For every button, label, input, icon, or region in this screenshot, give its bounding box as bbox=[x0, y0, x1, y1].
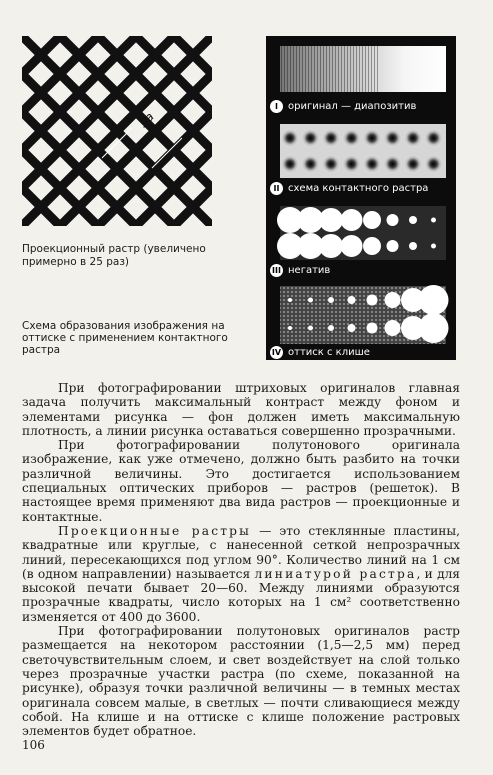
stage-4-label: IV оттиск с клише bbox=[271, 346, 370, 358]
stage-3-negative bbox=[266, 202, 456, 262]
paragraph-1: При фотографировании штриховых оригиналов главная задача получить максимальный контраст между фоном и элементами рисунка — фон должен иметь максимальную плотность, а линии рисунка оставаться совершенно прозрачными. bbox=[22, 381, 460, 438]
stage-2-contact-screen bbox=[266, 120, 456, 180]
page-number: 106 bbox=[22, 738, 45, 752]
paragraph-3: Проекционные растры — это стеклянные пластины, квадратные или круглые, с нанесенной сеткой непрозрачных линий, пересекающихся под углом 90°. Количество линий на 1 см (в одном направлении) называется линиатурой растра, и для высокой печати бывает 20—60. Между линиями образуются прозрачные квадраты, число которых на 1 см² соответственно изменяется от 400 до 3600. bbox=[22, 523, 460, 624]
term-projection-screens: Проекционные растры bbox=[58, 523, 252, 538]
stage-2-label: II схема контактного растра bbox=[270, 180, 428, 196]
projection-screen-figure bbox=[22, 36, 212, 226]
paragraph-2: При фотографировании полутонового оригинала изображение, как уже отмечено, должно быть разбито на точки различной величины. Это достигается использованием специальных оптических приборов — растров (решеток). В настоящее время применяют два вида растров — проекционные и контактные. bbox=[22, 438, 460, 524]
contact-screen-caption: Схема образования изображения на оттиске с применением контактного растра bbox=[22, 320, 228, 356]
contact-screen-figure bbox=[266, 36, 456, 360]
stage-1-label: I оригинал — диапозитив bbox=[270, 98, 416, 114]
label-a: a bbox=[114, 81, 130, 97]
stage-4-print bbox=[266, 282, 456, 346]
projection-screen-caption: Проекционный растр (увеличено примерно в 25 раз) bbox=[22, 243, 206, 268]
label-3a: 3a bbox=[136, 109, 157, 131]
term-screen-ruling: линиатурой растра bbox=[254, 566, 417, 581]
stage-3-label: III негатив bbox=[270, 262, 330, 278]
paragraph-4: При фотографировании полутоновых оригиналов растр размещается на некотором расстоянии (1,5—2,5 мм) перед светочувствительным слоем, и свет воздействует на слой только через прозрачные участки растра (по схеме, показанной на рисунке), образуя точки различной величины — в темных местах оригинала совсем малые, в светлых — почти сливающиеся между собой. На клише и на оттиске с клише положение растровых элементов будет обратное. bbox=[22, 624, 460, 739]
stage-1-original bbox=[266, 36, 456, 96]
body-text bbox=[22, 381, 460, 738]
